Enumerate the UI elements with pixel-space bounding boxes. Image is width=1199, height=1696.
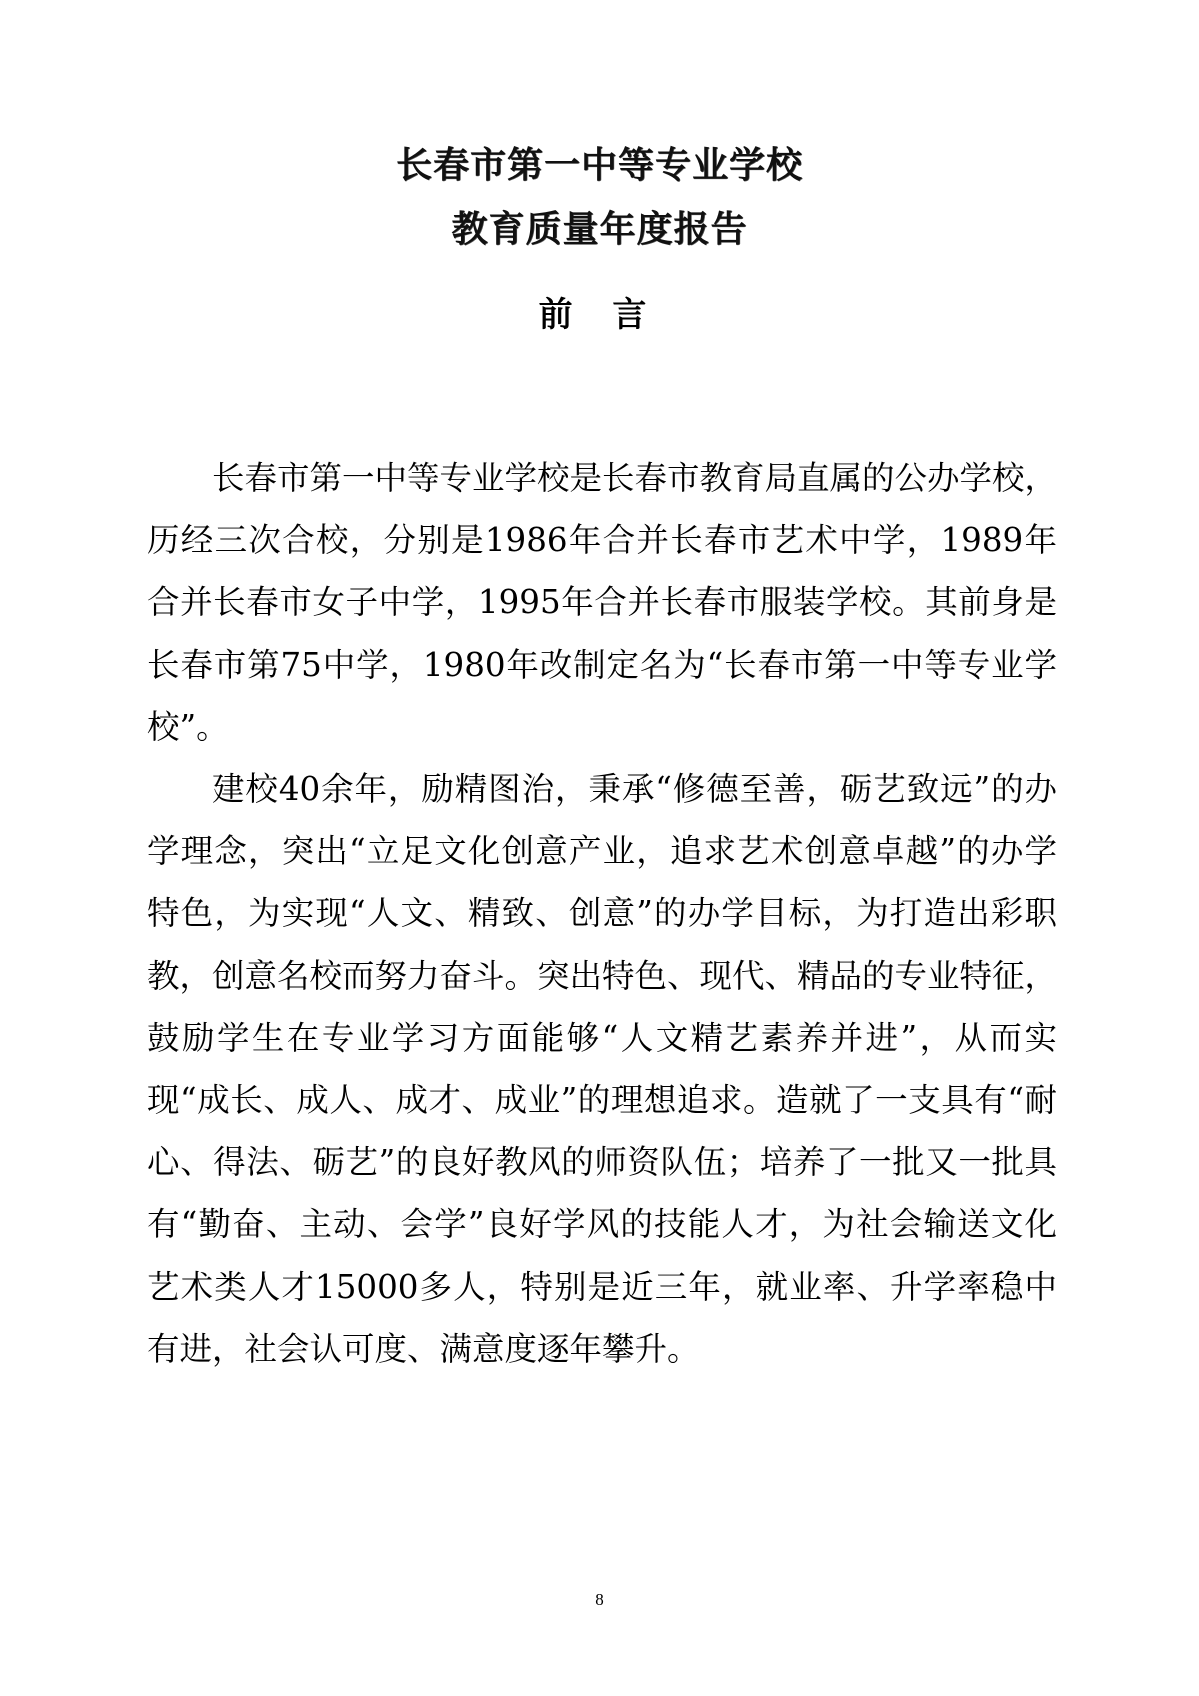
document-title-school: 长春市第一中等专业学校 — [395, 144, 803, 186]
preface-body — [147, 447, 1057, 1380]
section-heading-preface: 前 言 — [538, 295, 661, 335]
paragraph-school-history: 长春市第一中等专业学校是长春市教育局直属的公办学校，历经三次合校，分别是1986年合并长春市艺术中学，1989年合并长春市女子中学，1995年合并长春市服装学校。其前身是长春市第75中学，1980年改制定名为“长春市第一中等专业学校”。 — [147, 459, 1058, 746]
document-title-report: 教育质量年度报告 — [451, 208, 748, 250]
page-number: 8 — [595, 1590, 604, 1609]
paragraph-school-philosophy: 建校40余年，励精图治，秉承“修德至善，砺艺致远”的办学理念，突出“立足文化创意产业，追求艺术创意卓越”的办学特色，为实现“人文、精致、创意”的办学目标，为打造出彩职教，创意名校而努力奋斗。突出特色、现代、精品的专业特征，鼓励学生在专业学习方面能够“人文精艺素养并进”，从而实现“成长、成人、成才、成业”的理想追求。造就了一支具有“耐心、得法、砺艺”的良好教风的师资队伍；培养了一批又一批具有“勤奋、主动、会学”良好学风的技能人才，为社会输送文化艺术类人才15000多人，特别是近三年，就业率、升学率稳中有进，社会认可度、满意度逐年攀升。 — [147, 770, 1058, 1368]
